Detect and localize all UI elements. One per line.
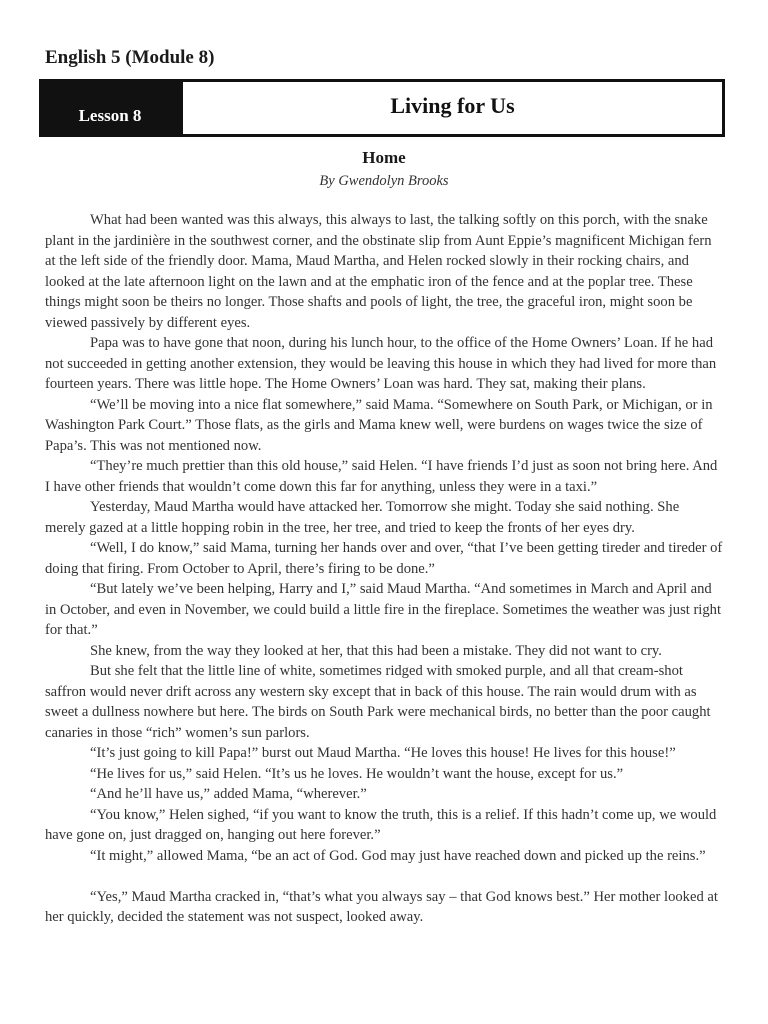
story-paragraph: “You know,” Helen sighed, “if you want to know the truth, this is a relief. If this hadn’t come up, we would have gone on, just dragged on, hanging out here forever.”: [45, 806, 717, 843]
story-paragraph: What had been wanted was this always, this always to last, the talking softly on this porch, with the snake plant in the jardinière in the southwest corner, and the obstinate slip from Aunt Eppie’s magnificent Michigan fern at the left side of the friendly door. Mama, Maud Martha, and Helen rocked slowly in their rocking chairs, and looked at the late afternoon light on the lawn and at the emphatic iron of the fence and at the poplar tree. These things might soon be theirs no longer. Those shafts and pools of light, the tree, the graceful iron, might soon be viewed passively by different eyes.: [45, 212, 712, 331]
story-body: [45, 210, 723, 928]
story-paragraph: “We’ll be moving into a nice flat somewhere,” said Mama. “Somewhere on South Park, or Michigan, or in Washington Park Court.” Those flats, as the girls and Mama knew well, were burdens on wages twice the size of Papa’s. This was not mentioned now.: [45, 396, 713, 454]
story-paragraph: “But lately we’ve been helping, Harry and I,” said Maud Martha. “And sometimes in March and April and in October, and even in November, we could build a little fire in the fireplace. Sometimes the weather was just right for that.”: [45, 581, 722, 638]
story-paragraph: Yesterday, Maud Martha would have attacked her. Tomorrow she might. Today she said nothing. She merely gazed at a little hopping robin in the tree, her tree, and tried to keep the fronts of her eyes dry.: [45, 499, 680, 536]
story-author: By Gwendolyn Brooks: [319, 173, 449, 189]
story-paragraph: “He lives for us,” said Helen. “It’s us he loves. He wouldn’t want the house, except for us.”: [90, 765, 624, 782]
story-paragraph: “And he’ll have us,” added Mama, “wherever.”: [90, 786, 367, 802]
lesson-label: Lesson 8: [39, 79, 181, 137]
module-title: English 5 (Module 8): [45, 47, 215, 68]
story-paragraph: “Yes,” Maud Martha cracked in, “that’s what you always say – that God knows best.” Her mother looked at her quickly, decided the statement was not suspect, looked away.: [45, 888, 718, 925]
lesson-header: [39, 79, 725, 137]
story-paragraph: “They’re much prettier than this old house,” said Helen. “I have friends I’d just as soon not bring here. And I have other friends that wouldn’t come down this far for anything, unless they were in a taxi.”: [45, 458, 718, 495]
story-paragraph: “It might,” allowed Mama, “be an act of God. God may just have reached down and picked up the reins.”: [90, 847, 706, 864]
lesson-title: Living for Us: [181, 79, 725, 137]
story-paragraph: But she felt that the little line of white, sometimes ridged with smoked purple, and all that cream-shot saffron would never drift across any western sky except that in back of this house. The rain would drum with as sweet a dullness nowhere but here. The birds on South Park were mechanical birds, no better than the poor caught canaries in those “rich” women’s sun parlors.: [45, 663, 711, 741]
story-paragraph: She knew, from the way they looked at her, that this had been a mistake. They did not want to cry.: [90, 642, 662, 659]
story-paragraph: “Well, I do know,” said Mama, turning her hands over and over, “that I’ve been getting tireder and tireder of doing that firing. From October to April, there’s firing to be done.”: [45, 540, 723, 577]
story-paragraph: “It’s just going to kill Papa!” burst out Maud Martha. “He loves this house! He lives for this house!”: [90, 745, 676, 761]
story-paragraph: Papa was to have gone that noon, during his lunch hour, to the office of the Home Owners’ Loan. If he had not succeeded in getting another extension, they would be leaving this house in which they had lived for more than fourteen years. There was little hope. The Home Owners’ Loan was hard. They sat, making their plans.: [45, 335, 717, 392]
story-title: Home: [362, 148, 406, 167]
